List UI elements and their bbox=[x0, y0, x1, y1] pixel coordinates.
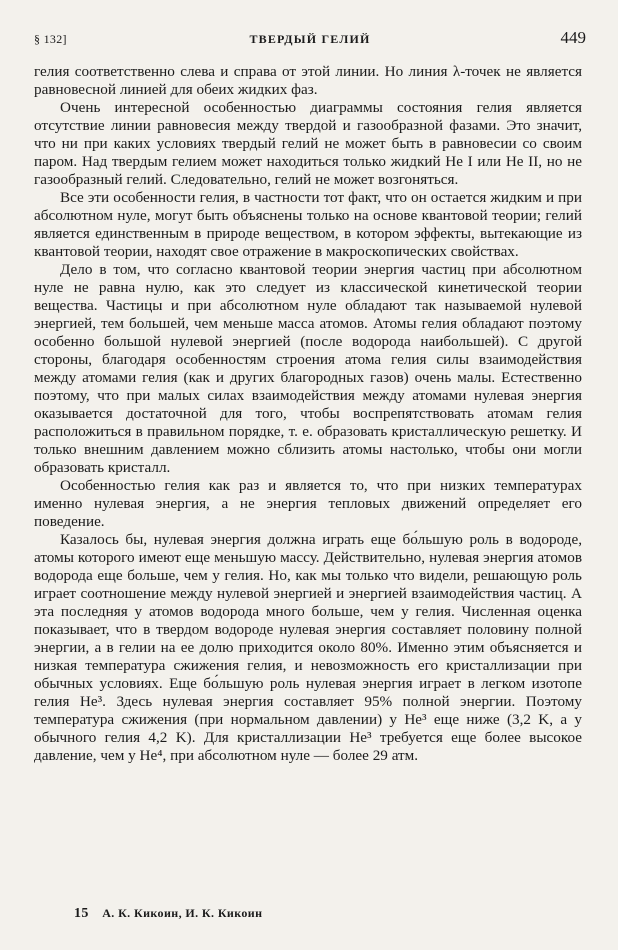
signature-authors: А. К. Кикоин, И. К. Кикоин bbox=[102, 906, 263, 920]
body-text bbox=[34, 63, 582, 765]
page-number: 449 bbox=[560, 28, 586, 47]
paragraph-continued: гелия соответственно слева и справа от этой линии. Но линия λ-точек не является равновесной линией для обеих жидких фаз. bbox=[34, 63, 582, 98]
paragraph: Особенностью гелия как раз и является то, что при низких температурах именно нулевая энергия, а не энергия тепловых движений определяет его поведение. bbox=[34, 477, 582, 530]
running-header bbox=[34, 28, 586, 52]
paragraph: Дело в том, что согласно квантовой теории энергия частиц при абсолютном нуле не равна нулю, как это следует из классической кинетической теории вещества. Частицы и при абсолютном нуле обладают так называемой нулевой энергией, тем большей, чем меньше масса атомов. Атомы гелия обладают поэтому особенно большой нулевой энергией (после водорода наибольшей). С другой стороны, благодаря особенностям строения атома гелия силы взаимодействия между атомами гелия (как и других благородных газов) очень малы. Естественно поэтому, что при малых силах взаимодействия между атомами нулевая энергия оказывается достаточной для того, чтобы воспрепятствовать атомам гелия расположиться в правильном порядке, т. е. образовать кристаллическую решетку. И только внешним давлением можно сблизить атомы настолько, чтобы они могли образовать кристалл. bbox=[34, 261, 582, 476]
paragraph: Казалось бы, нулевая энергия должна играть еще бо́льшую роль в водороде, атомы которого имеют еще меньшую массу. Действительно, нулевая энергия атомов водорода еще больше, чем у гелия. Но, как мы только что видели, решающую роль играет соотношение между нулевой энергией и энергией взаимодействия частиц. А эта последняя у атомов водорода много больше, чем у гелия. Численная оценка показывает, что в твердом водороде нулевая энергия составляет половину полной энергии, а в гелии на ее долю приходится около 80%. Именно этим объясняется и низкая температура сжижения гелия, и невозможность его кристаллизации при обычных условиях. Еще бо́льшую роль нулевая энергия играет в легком изотопе гелия He³. Здесь нулевая энергия составляет 95% полной энергии. Поэтому температура сжижения (при нормальном давлении) у He³ еще ниже (3,2 K, а у обычного гелия 4,2 K). Для кристаллизации He³ требуется еще более высокое давление, чем у He⁴, при абсолютном нуле — более 29 атм. bbox=[34, 531, 582, 764]
paragraph: Очень интересной особенностью диаграммы состояния гелия является отсутствие линии равновесия между твердой и газообразной фазами. Это значит, что ни при каких условиях твердый гелий не может быть в равновесии со своим паром. Над твердым гелием может находиться только жидкий He I или He II, но не газообразный гелий. Следовательно, гелий не может возгоняться. bbox=[34, 99, 582, 188]
printer-signature bbox=[74, 906, 262, 922]
section-reference: § 132] bbox=[34, 32, 67, 46]
paragraph: Все эти особенности гелия, в частности тот факт, что он остается жидким и при абсолютном нуле, могут быть объяснены только на основе квантовой теории; гелий является единственным в природе веществом, в котором эффекты, вытекающие из квантовой теории, находят свое отражение в макроскопических свойствах. bbox=[34, 189, 582, 260]
running-title: ТВЕРДЫЙ ГЕЛИЙ bbox=[249, 32, 371, 46]
signature-number: 15 bbox=[74, 906, 89, 921]
